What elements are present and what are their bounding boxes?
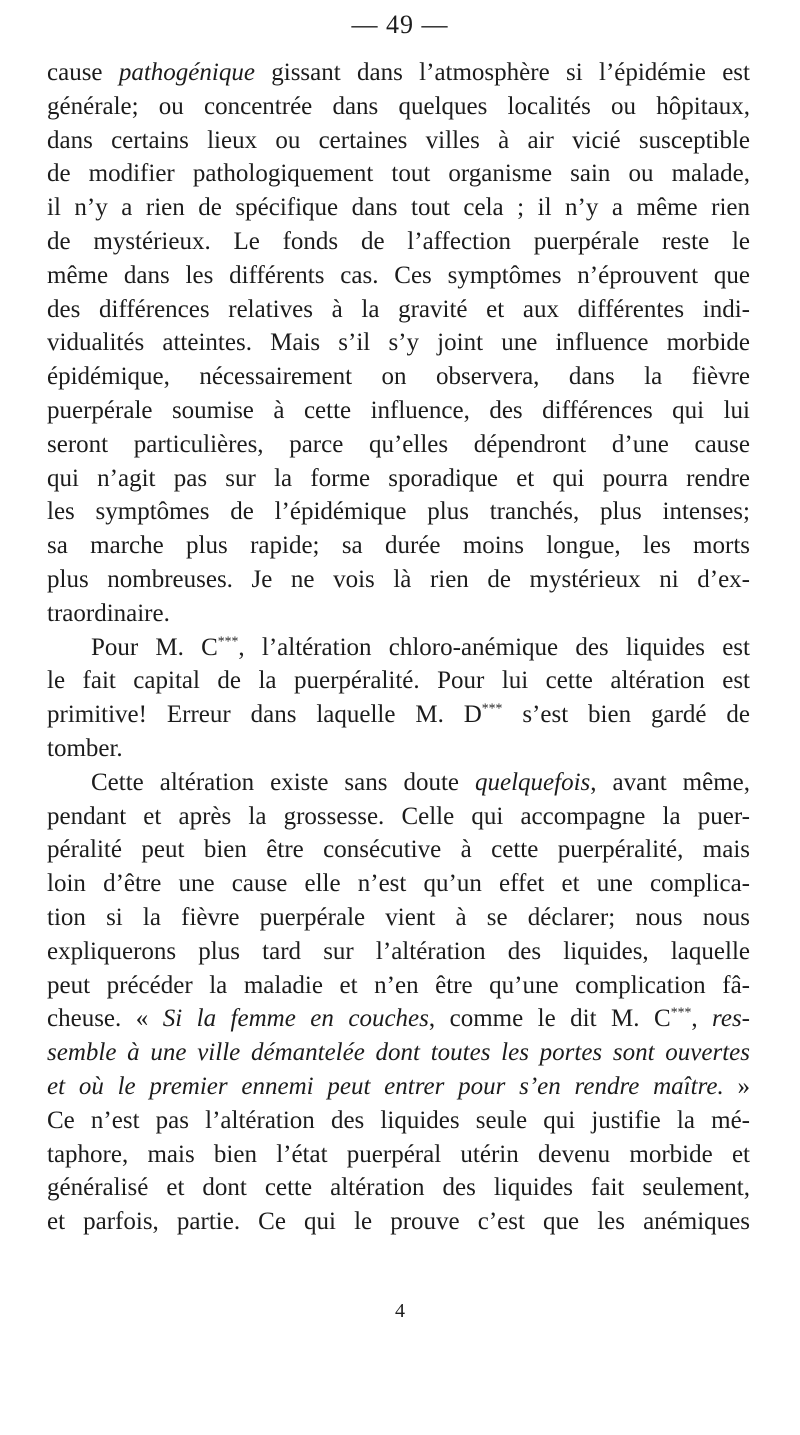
text-line [47,935,750,969]
text-segment: pathogénique [118,59,255,86]
text-segment: *** [481,700,503,716]
text-line [47,901,750,935]
text-segment: épidémique, nécessairement on observera, dans la fièvre [47,363,750,391]
text-segment: loin d’être une cause elle n’est qu’un effet et une complica- [47,870,750,898]
text-line [47,1104,750,1138]
text-segment: pendant et après la grossesse. Celle qui accompagne la puer- [47,802,750,830]
text-line [47,969,750,1003]
text-line [47,833,750,867]
text-line [47,1002,750,1036]
text-segment: le fait capital de la puerpéralité. Pour lui cette altération est [47,667,750,695]
text-segment: , l’altération chloro-anémique des liquides est [238,633,750,661]
text-segment: *** [670,1004,692,1020]
text-segment: et parfois, partie. Ce qui le prouve c’est que les anémiques [47,1208,750,1236]
text-line [47,766,750,800]
text-segment: qui n’agit pas sur la forme sporadique et qui pourra rendre [47,464,750,492]
text-line [47,800,750,834]
text-segment: taphore, mais bien l’état puerpéral utérin devenu morbide et [47,1140,750,1168]
text-segment: semble à une ville démantelée dont toutes les portes sont ouvertes [47,1039,750,1067]
text-segment: gissant dans l’atmosphère si l’épidémie est [254,59,750,86]
text-line [47,259,750,293]
text-segment: des différences relatives à la gravité et aux différentes indi- [47,295,750,323]
text-segment: cause [47,59,119,86]
text-segment: tion si la fièvre puerpérale vient à se déclarer; nous nous [47,903,750,931]
text-line [47,462,750,496]
text-line [47,191,750,225]
text-line [47,631,750,665]
text-segment: , avant même, [590,768,750,796]
text-segment: péralité peut bien être consécutive à cette puerpéralité, mais [47,836,750,864]
text-segment: puerpérale soumise à cette influence, des différences qui lui [47,396,750,424]
text-segment: et où le premier ennemi peut entrer pour s’en rendre maître. [47,1072,724,1100]
text-line [47,597,750,631]
text-segment: les symptômes de l’épidémique plus tranchés, plus intenses; [47,498,750,526]
text-line [47,326,750,360]
text-line [47,1036,750,1070]
text-segment: quelquefois [475,768,591,796]
text-line [47,732,750,766]
text-segment: , [691,1005,713,1033]
text-line [47,1171,750,1205]
text-segment: s’est bien gardé de [502,701,750,729]
text-segment: de mystérieux. Le fonds de l’affection puerpérale reste le [47,227,750,255]
text-segment: vidualités atteintes. Mais s’il s’y joint une influence morbide [47,329,750,357]
text-segment: sa marche plus rapide; sa durée moins longue, les morts [47,532,750,560]
text-segment: seront particulières, parce qu’elles dépendront d’une cause [47,430,750,458]
text-segment: générale; ou concentrée dans quelques localités ou hôpitaux, [47,92,750,120]
text-line [47,293,750,327]
text-segment: Ce n’est pas l’altération des liquides seule qui justifie la mé- [47,1106,750,1134]
text-segment: *** [217,632,239,648]
text-segment: cheuse. « [47,1005,163,1033]
text-segment: il n’y a rien de spécifique dans tout cela ; il n’y a même rien [47,194,750,222]
text-line [47,1070,750,1104]
text-line [47,867,750,901]
text-line [47,529,750,563]
body-text [47,56,750,1239]
text-line [47,157,750,191]
text-segment: , comme le dit M. C [428,1005,671,1033]
text-line [47,1205,750,1239]
text-line [47,394,750,428]
text-line [47,495,750,529]
text-segment: de modifier pathologiquement tout organisme sain ou malade, [47,160,750,188]
text-line [47,360,750,394]
text-segment: généralisé et dont cette altération des liquides fait seulement, [47,1174,750,1202]
text-segment: dans certains lieux ou certaines villes à air vicié susceptible [47,126,750,154]
text-segment: expliquerons plus tard sur l’altération des liquides, laquelle [47,937,750,965]
text-segment: traordinaire. [47,599,170,627]
text-line [47,56,750,90]
text-line [47,698,750,732]
text-line [47,90,750,124]
text-line [47,124,750,158]
text-segment: Cette altération existe sans doute [91,768,476,796]
text-segment: » [723,1072,750,1100]
text-line [47,563,750,597]
text-segment: peut précéder la maladie et n’en être qu’une complication fâ- [47,971,750,999]
text-segment: plus nombreuses. Je ne vois là rien de mystérieux ni d’ex- [47,565,750,593]
text-line [47,225,750,259]
text-segment: tomber. [47,734,123,762]
page-number: — 49 — [351,10,449,39]
text-segment: primitive! Erreur dans laquelle M. D [47,701,482,729]
text-segment: Pour M. C [91,633,218,661]
text-segment: Si la femme en couches [162,1005,429,1033]
text-line [47,664,750,698]
text-line [47,428,750,462]
text-segment: res- [712,1005,750,1033]
text-segment: même dans les différents cas. Ces symptômes n’éprouvent que [47,261,750,289]
text-line [47,1138,750,1172]
signature-mark: 4 [395,1300,405,1322]
